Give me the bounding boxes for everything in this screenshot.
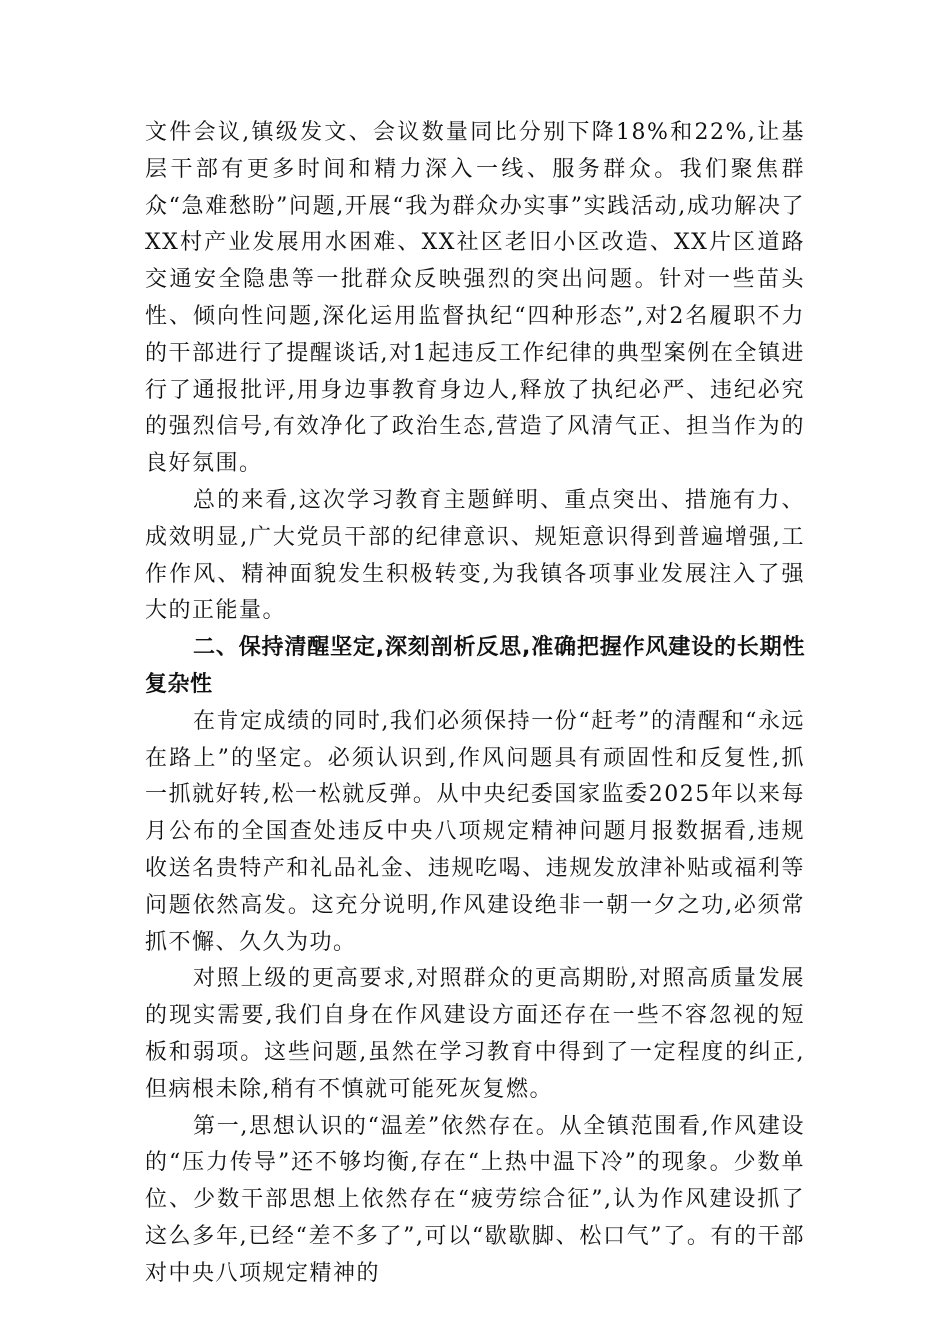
section-heading: 二、保持清醒坚定,深刻剖析反思,准确把握作风建设的长期性复杂性 <box>145 635 805 697</box>
paragraph: 对照上级的更高要求,对照群众的更高期盼,对照高质量发展的现实需要,我们自身在作风建设方面还存在一些不容忽视的短板和弱项。这些问题,虽然在学习教育中得到了一定程度的纠正,但病根未除,稍有不慎就可能死灰复燃。 <box>145 966 805 1102</box>
paragraph-summary: 总的来看,这次学习教育主题鲜明、重点突出、措施有力、成效明显,广大党员干部的纪律意识、规矩意识得到普遍增强,工作作风、精神面貌发生积极转变,为我镇各项事业发展注入了强大的正能量。 <box>145 487 805 624</box>
paragraph: 在肯定成绩的同时,我们必须保持一份“赶考”的清醒和“永远在路上”的坚定。必须认识到,作风问题具有顽固性和反复性,抓一抓就好转,松一松就反弹。从中央纪委国家监委2025年以来每月公布的全国查处违反中央八项规定精神问题月报数据看,违规收送名贵特产和礼品礼金、违规吃喝、违规发放津补贴或福利等问题依然高发。这充分说明,作风建设绝非一朝一夕之功,必须常抓不懈、久久为功。 <box>145 708 805 955</box>
paragraph-continued: 文件会议,镇级发文、会议数量同比分别下降18%和22%,让基层干部有更多时间和精力深入一线、服务群众。我们聚焦群众“急难愁盼”问题,开展“我为群众办实事”实践活动,成功解决了XX村产业发展用水困难、XX社区老旧小区改造、XX片区道路交通安全隐患等一批群众反映强烈的突出问题。针对一些苗头性、倾向性问题,深化运用监督执纪“四种形态”,对2名履职不力的干部进行了提醒谈话,对1起违反工作纪律的典型案例在全镇进行了通报批评,用身边事教育身边人,释放了执纪必严、违纪必究的强烈信号,有效净化了政治生态,营造了风清气正、担当作为的良好氛围。 <box>145 120 805 477</box>
document-body <box>145 115 805 1293</box>
paragraph: 第一,思想认识的“温差”依然存在。从全镇范围看,作风建设的“压力传导”还不够均衡,存在“上热中温下冷”的现象。少数单位、少数干部思想上依然存在“疲劳综合征”,认为作风建设抓了这么多年,已经“差不多了”,可以“歇歇脚、松口气”了。有的干部对中央八项规定精神的 <box>145 1113 805 1286</box>
